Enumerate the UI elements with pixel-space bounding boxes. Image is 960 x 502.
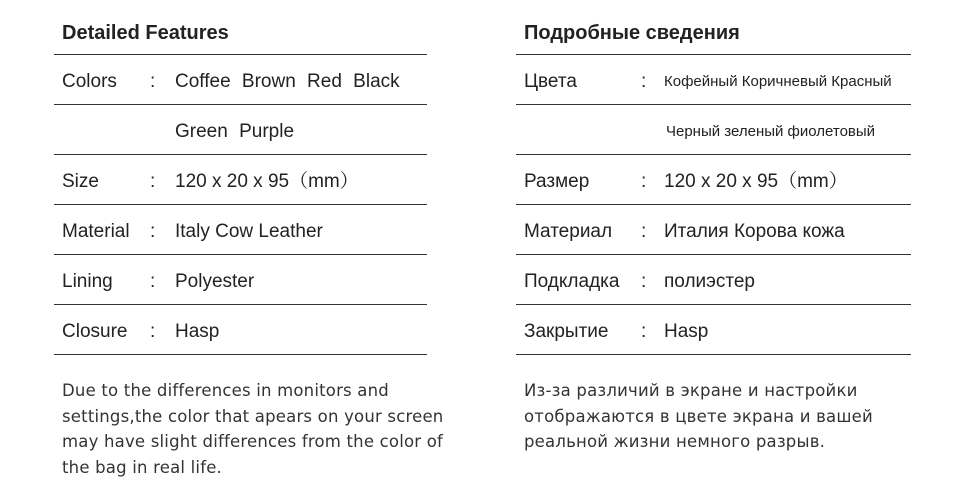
spec-value: Italy Cow Leather: [175, 221, 323, 242]
spec-colon: :: [150, 171, 156, 192]
spec-colon: :: [641, 221, 647, 242]
spec-value: Hasp: [664, 321, 709, 342]
spec-colon: :: [150, 271, 156, 292]
spec-colon: :: [641, 171, 647, 192]
spec-label: Colors: [62, 71, 117, 92]
spec-label: Закрытие: [524, 321, 609, 342]
spec-value: Италия Корова кожа: [664, 221, 845, 242]
spec-row-lining: [516, 255, 911, 305]
spec-label: Размер: [524, 171, 590, 192]
spec-colon: :: [150, 321, 156, 342]
spec-label: Материал: [524, 221, 613, 242]
russian-disclaimer-note: Из-за различий в экране и настройки отображаются в цвете экрана и вашей реальной жизни немного разрыв.: [524, 381, 873, 452]
spec-value: 120 x 20 x 95（mm）: [664, 171, 848, 192]
spec-value: 120 x 20 x 95（mm）: [175, 171, 359, 192]
spec-row-size: [54, 155, 427, 205]
spec-value: Polyester: [175, 271, 255, 292]
spec-row-closure: [54, 305, 427, 355]
spec-value: Green Purple: [175, 121, 295, 142]
english-disclaimer-note: Due to the differences in monitors and settings,the color that apears on your screen may have slight differences from the color of the bag in real life.: [62, 381, 444, 477]
spec-value: Coffee Brown Red Black: [175, 71, 400, 92]
spec-colon: :: [641, 321, 647, 342]
spec-value: полиэстер: [664, 271, 755, 292]
spec-label: Closure: [62, 321, 128, 342]
spec-label: Подкладка: [524, 271, 620, 292]
spec-colon: :: [641, 271, 647, 292]
spec-colon: :: [150, 71, 156, 92]
spec-row-colors-continued: [54, 105, 427, 155]
spec-value: Hasp: [175, 321, 220, 342]
spec-row-colors: [54, 55, 427, 105]
spec-row-colors-continued: [516, 105, 911, 155]
russian-spec-panel: [516, 0, 911, 355]
spec-row-colors: [516, 55, 911, 105]
english-spec-panel: [54, 0, 427, 355]
spec-label: Цвета: [524, 71, 577, 92]
spec-value: Кофейный Коричневый Красный: [664, 73, 892, 90]
spec-row-material: [54, 205, 427, 255]
english-title: Detailed Features: [54, 0, 427, 55]
spec-row-size: [516, 155, 911, 205]
spec-value: Черный зеленый фиолетовый: [666, 123, 876, 140]
spec-label: Size: [62, 171, 99, 192]
spec-label: Material: [62, 221, 130, 242]
spec-label: Lining: [62, 271, 113, 292]
spec-row-closure: [516, 305, 911, 355]
spec-colon: :: [150, 221, 156, 242]
russian-title: Подробные сведения: [516, 0, 911, 55]
spec-row-material: [516, 205, 911, 255]
spec-colon: :: [641, 71, 647, 92]
spec-row-lining: [54, 255, 427, 305]
